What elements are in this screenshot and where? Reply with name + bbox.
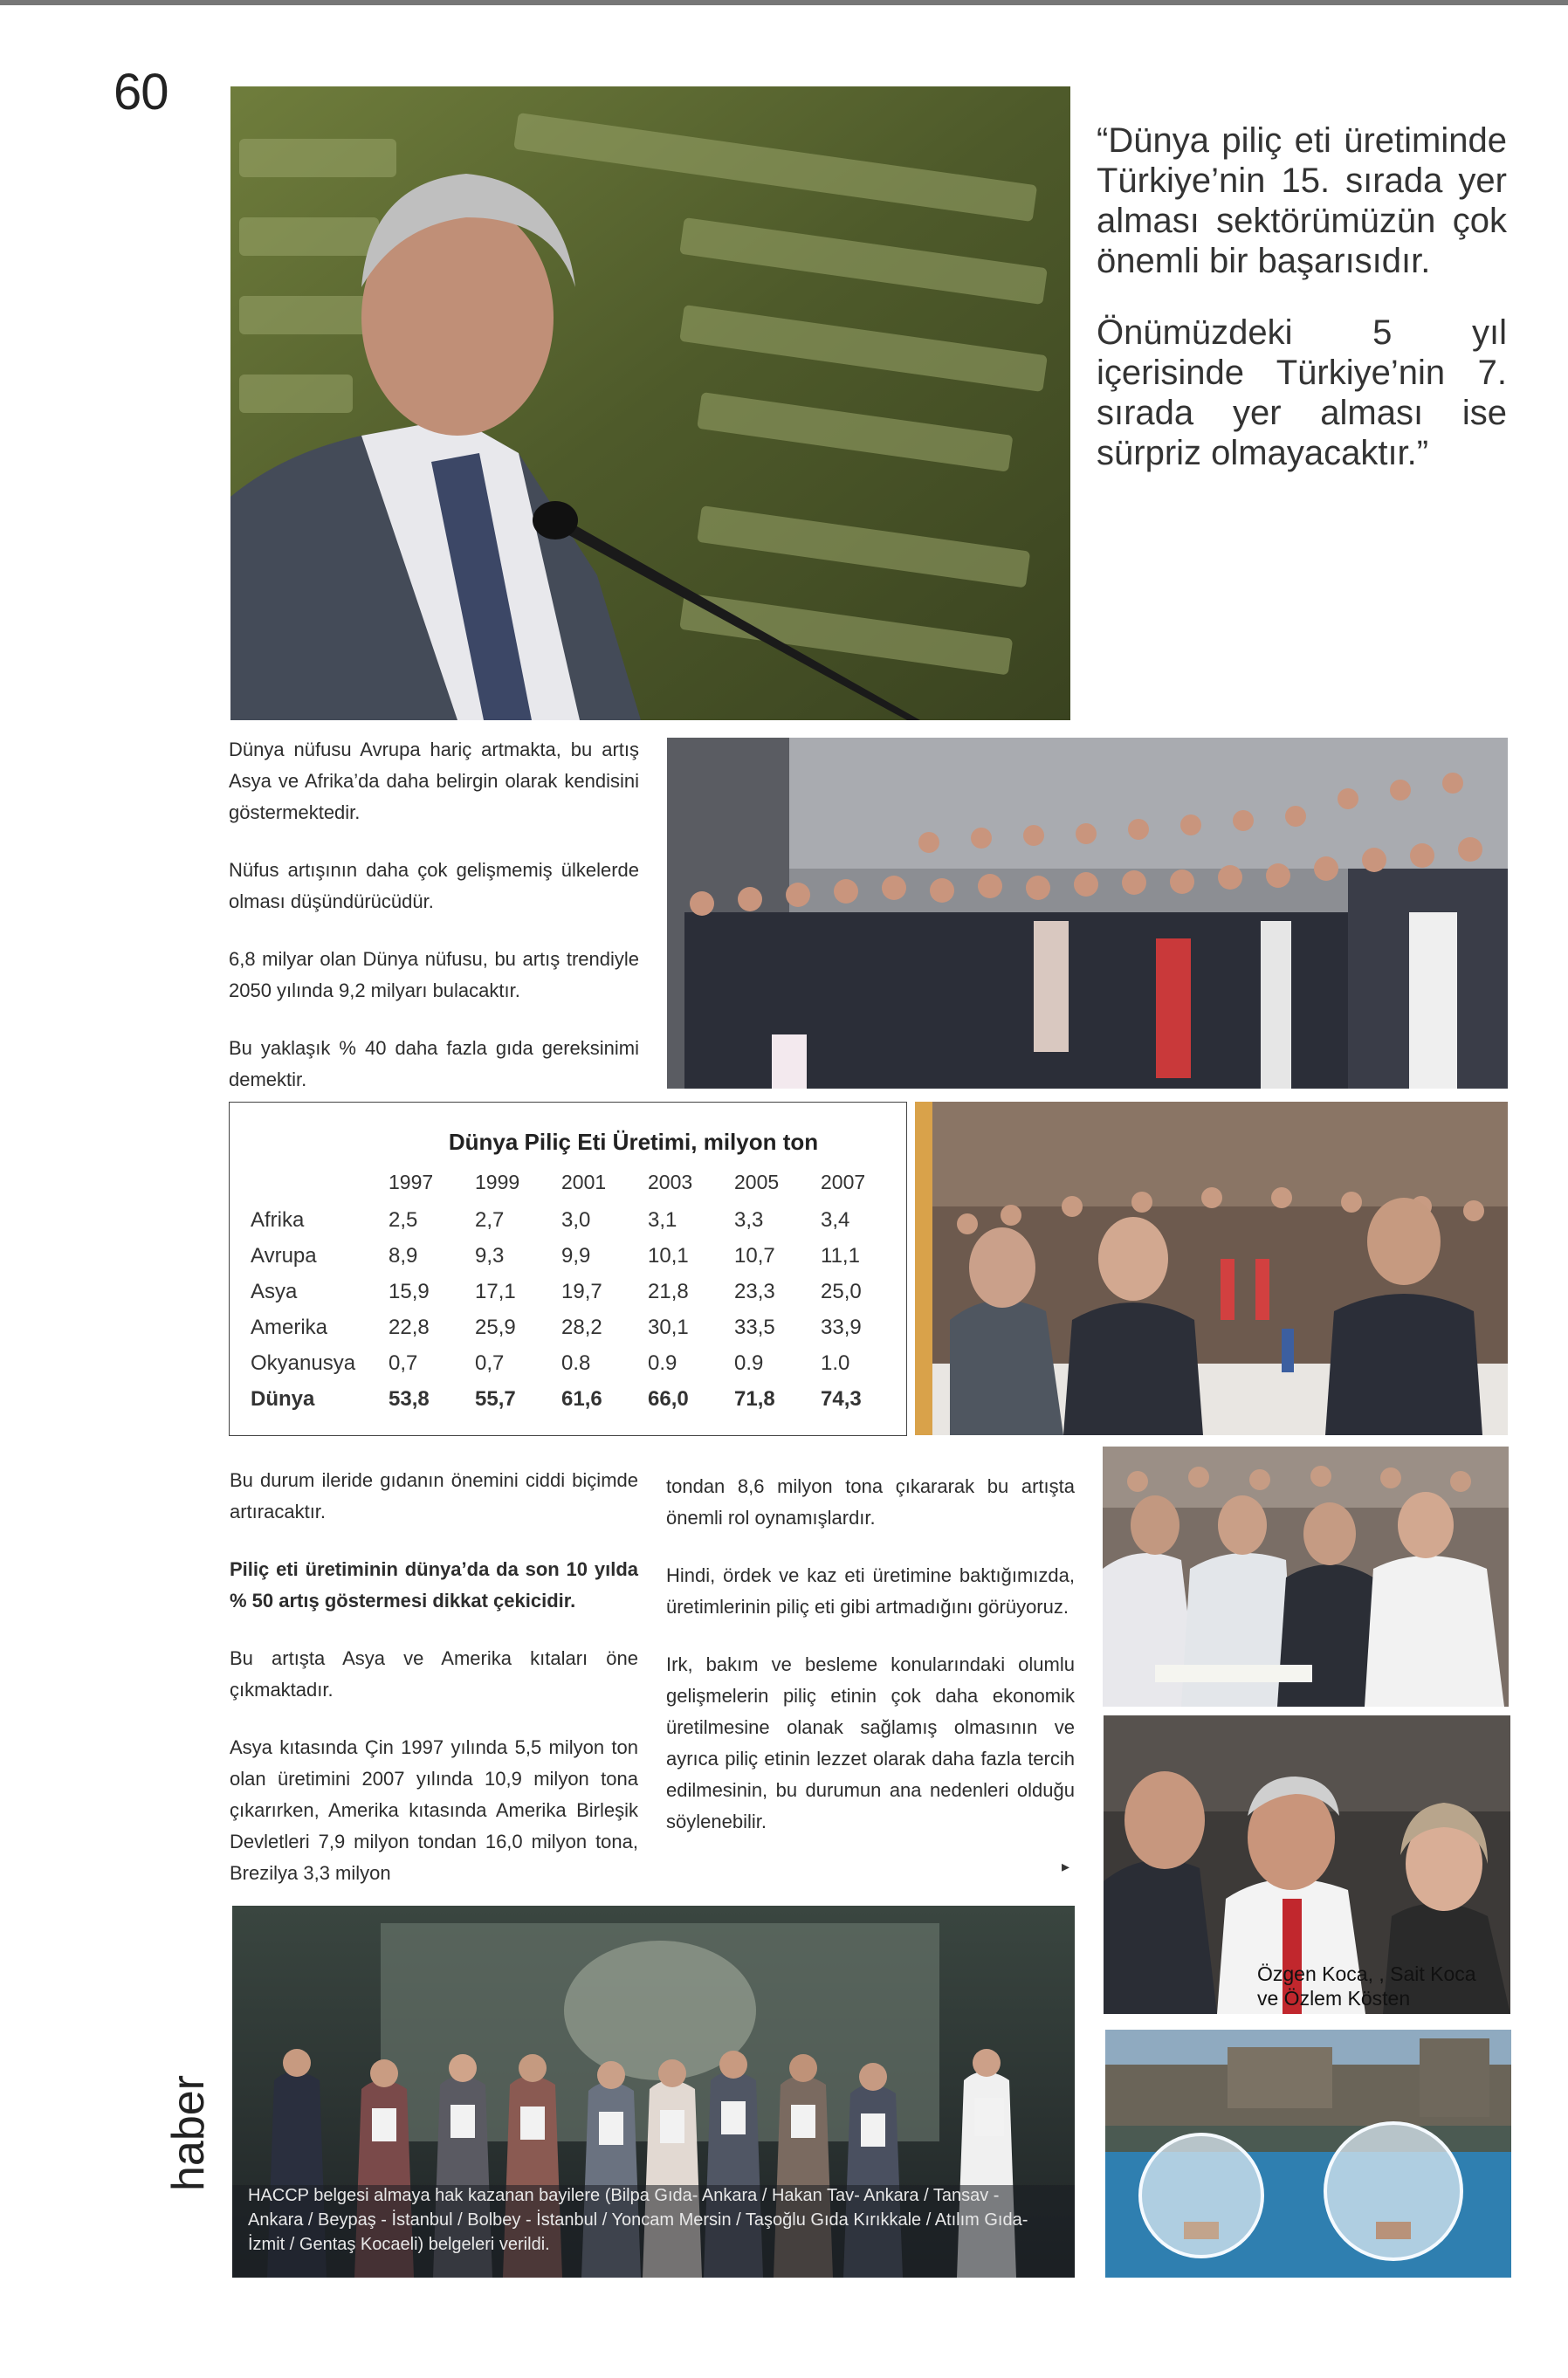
production-table bbox=[229, 1102, 907, 1436]
table-cell: 2,7 bbox=[475, 1208, 505, 1232]
table-cell: 10,7 bbox=[734, 1244, 775, 1268]
table-cell: 0.9 bbox=[734, 1351, 764, 1375]
table-cell: 0.8 bbox=[561, 1351, 591, 1375]
three-people-photo bbox=[1104, 1715, 1510, 2014]
quote-paragraph: “Dünya piliç eti üretiminde Türkiye’nin 15. sırada yer alması sektörümüzün çok önemli bir başarısıdır. bbox=[1097, 121, 1507, 280]
haccp-ceremony-photo bbox=[232, 1906, 1075, 2278]
column-paragraph: Asya kıtasında Çin 1997 yılında 5,5 milyon ton olan üretimini 2007 yılında 10,9 milyon tona çıkarırken, Amerika kıtasında Amerika Birleşik Devletleri 7,9 milyon tondan 16,0 milyon tona, Brezilya 3,3 milyon bbox=[230, 1736, 638, 1884]
region-label: Afrika bbox=[251, 1208, 305, 1232]
audience-illustration bbox=[1103, 1447, 1509, 1707]
table-cell: 0,7 bbox=[475, 1351, 505, 1375]
table-cell: 3,0 bbox=[561, 1208, 591, 1232]
region-label: Dünya bbox=[251, 1387, 315, 1411]
intro-paragraph: 6,8 milyar olan Dünya nüfusu, bu artış trendiyle 2050 yılında 9,2 milyarı bulacaktır. bbox=[229, 948, 639, 1001]
audience-photo bbox=[1103, 1447, 1509, 1707]
table-cell: 28,2 bbox=[561, 1316, 602, 1339]
pool-photo bbox=[1105, 2030, 1511, 2278]
group-photo bbox=[667, 738, 1508, 1089]
table-cell: 25,0 bbox=[821, 1280, 862, 1303]
table-title: Dünya Piliç Eti Üretimi, milyon ton bbox=[448, 1129, 819, 1155]
section-label: haber bbox=[163, 2075, 214, 2191]
table-cell: 3,3 bbox=[734, 1208, 764, 1232]
table-cell: 66,0 bbox=[648, 1387, 689, 1411]
region-label: Asya bbox=[251, 1280, 298, 1303]
region-label: Avrupa bbox=[251, 1244, 317, 1268]
group-photo-illustration bbox=[667, 738, 1508, 1089]
dinner-guests-illustration bbox=[915, 1102, 1508, 1435]
dinner-guests-photo bbox=[915, 1102, 1508, 1435]
article-column-1 bbox=[230, 1465, 638, 1889]
top-rule bbox=[0, 0, 1568, 5]
article-column-2 bbox=[666, 1471, 1075, 1838]
column-paragraph-highlight: Piliç eti üretiminin dünya’da da son 10 yılda % 50 artış göstermesi dikkat çekicidir. bbox=[230, 1558, 638, 1612]
table-cell: 3,4 bbox=[821, 1208, 850, 1232]
year-header: 2001 bbox=[561, 1171, 607, 1193]
speaker-photo-illustration bbox=[230, 86, 1070, 720]
column-paragraph: Hindi, ördek ve kaz eti üretimine baktığımızda, üretimlerinin piliç eti gibi artmadığını görüyoruz. bbox=[666, 1564, 1075, 1618]
table-cell: 15,9 bbox=[389, 1280, 430, 1303]
table-cell: 9,3 bbox=[475, 1244, 505, 1268]
table-cell: 2,5 bbox=[389, 1208, 418, 1232]
page-number: 60 bbox=[113, 64, 168, 120]
column-paragraph: Bu durum ileride gıdanın önemini ciddi biçimde artıracaktır. bbox=[230, 1469, 638, 1522]
column-paragraph: Bu artışta Asya ve Amerika kıtaları öne çıkmaktadır. bbox=[230, 1647, 638, 1701]
table-cell: 10,1 bbox=[648, 1244, 689, 1268]
table-cell: 0.9 bbox=[648, 1351, 677, 1375]
intro-text bbox=[229, 734, 639, 1122]
table-cell: 55,7 bbox=[475, 1387, 516, 1411]
table-cell: 8,9 bbox=[389, 1244, 418, 1268]
table-cell: 74,3 bbox=[821, 1387, 862, 1411]
table-cell: 30,1 bbox=[648, 1316, 689, 1339]
table-row bbox=[251, 1316, 897, 1349]
table-row bbox=[251, 1244, 897, 1277]
year-header: 2007 bbox=[821, 1171, 866, 1193]
intro-paragraph: Dünya nüfusu Avrupa hariç artmakta, bu artış Asya ve Afrika’da daha belirgin olarak kendisini göstermektedir. bbox=[229, 739, 639, 823]
table-cell: 9,9 bbox=[561, 1244, 591, 1268]
pool-illustration bbox=[1105, 2030, 1511, 2278]
table-total-row bbox=[251, 1387, 897, 1420]
pull-quote bbox=[1097, 120, 1507, 505]
table-cell: 33,5 bbox=[734, 1316, 775, 1339]
year-header: 2003 bbox=[648, 1171, 693, 1193]
continue-arrow-icon: ▸ bbox=[1062, 1858, 1070, 1875]
region-label: Amerika bbox=[251, 1316, 328, 1339]
table-cell: 17,1 bbox=[475, 1280, 516, 1303]
year-header: 1999 bbox=[475, 1171, 520, 1193]
column-paragraph: tondan 8,6 milyon tona çıkararak bu artışta önemli rol oynamışlardır. bbox=[666, 1475, 1075, 1529]
table-row bbox=[251, 1280, 897, 1313]
table-cell: 22,8 bbox=[389, 1316, 430, 1339]
table-cell: 61,6 bbox=[561, 1387, 602, 1411]
table-cell: 0,7 bbox=[389, 1351, 418, 1375]
photo-caption-people: Özgen Koca, , Sait Koca ve Özlem Kösten bbox=[1257, 1962, 1476, 2010]
table-cell: 25,9 bbox=[475, 1316, 516, 1339]
table-cell: 23,3 bbox=[734, 1280, 775, 1303]
table-header-row bbox=[251, 1171, 897, 1197]
table-cell: 1.0 bbox=[821, 1351, 850, 1375]
table-row bbox=[251, 1351, 897, 1385]
intro-paragraph: Nüfus artışının daha çok gelişmemiş ülkelerde olması düşündürücüdür. bbox=[229, 859, 639, 912]
table-cell: 33,9 bbox=[821, 1316, 862, 1339]
table-cell: 19,7 bbox=[561, 1280, 602, 1303]
region-label: Okyanusya bbox=[251, 1351, 356, 1375]
table-cell: 3,1 bbox=[648, 1208, 677, 1232]
table-cell: 21,8 bbox=[648, 1280, 689, 1303]
year-header: 1997 bbox=[389, 1171, 434, 1193]
intro-paragraph: Bu yaklaşık % 40 daha fazla gıda gereksinimi demektir. bbox=[229, 1037, 639, 1090]
table-cell: 71,8 bbox=[734, 1387, 775, 1411]
column-paragraph: Irk, bakım ve besleme konularındaki olumlu gelişmelerin piliç etinin çok daha ekonomik üretilmesine olanak sağlamış olmasının ve ayrıca piliç etinin lezzet olarak daha fazla tercih edilmesinin, bu durumun ana nedenleri olduğu söylenebilir. bbox=[666, 1653, 1075, 1832]
table-cell: 53,8 bbox=[389, 1387, 430, 1411]
table-row bbox=[251, 1208, 897, 1241]
table-cell: 11,1 bbox=[821, 1244, 860, 1268]
haccp-caption: HACCP belgesi almaya hak kazanan bayilere (Bilpa Gıda- Ankara / Hakan Tav- Ankara / Tansav - Ankara / Beypaş - İstanbul / Bolbey - İstanbul / Yoncam Mersin / Taşoğlu Gıda Kırıkkale / Atılım Gıda-İzmit / Gentaş Kocaeli) belgeleri verildi. bbox=[248, 2186, 1028, 2254]
quote-paragraph: Önümüzdeki 5 yıl içerisinde Türkiye’nin 7. sırada yer alması ise sürpriz olmayacaktır.” bbox=[1097, 313, 1507, 472]
year-header: 2005 bbox=[734, 1171, 780, 1193]
speaker-photo bbox=[230, 86, 1070, 720]
